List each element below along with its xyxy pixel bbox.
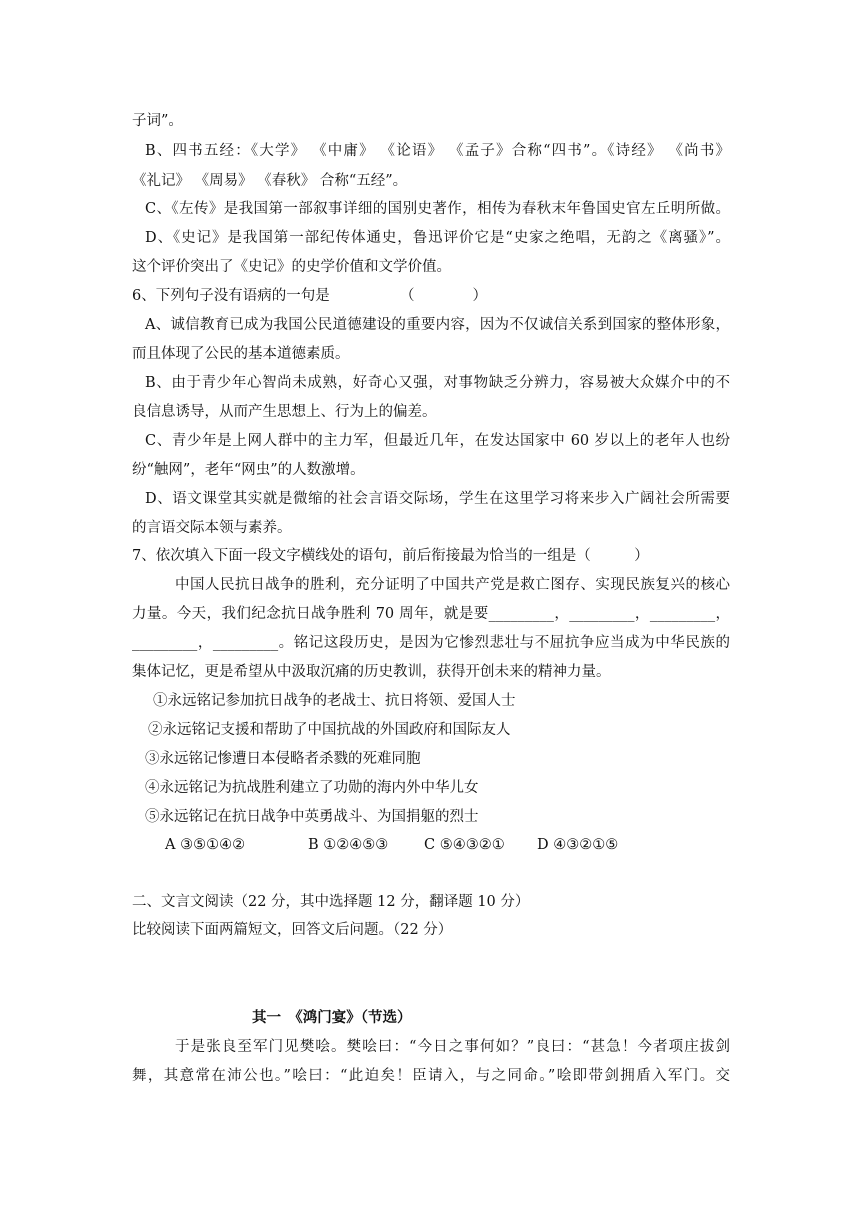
- q7-item-2: ②永远铭记支援和帮助了中国抗战的外国政府和国际友人: [148, 722, 511, 738]
- q7-paragraph-line1: 中国人民抗日战争的胜利，充分证明了中国共产党是救亡图存、实现民族复兴的核心: [175, 577, 730, 593]
- q7-item-1: ①永远铭记参加抗日战争的老战士、抗日将领、爱国人士: [153, 693, 516, 709]
- q7-item-5: ⑤永远铭记在抗日战争中英勇战斗、为国捐躯的烈士: [145, 809, 479, 825]
- q7-paragraph-line2: 力量。今天，我们纪念抗日战争胜利 70 周年，就是要_________，_________，_________，: [132, 606, 730, 622]
- section-2-instruction: 比较阅读下面两篇短文，回答文后问题。（22 分）: [132, 922, 453, 938]
- q5-option-d-line2: 这个评价突出了《史记》的史学价值和文学价值。: [132, 259, 451, 275]
- passage-title: 其一 《鸿门宴》（节选）: [252, 1009, 412, 1026]
- q7-paragraph-line4: 集体记忆，更是希望从中汲取沉痛的历史教训，获得开创未来的精神力量。: [132, 664, 611, 680]
- q6-option-b-line1: B、由于青少年心智尚未成熟，好奇心又强，对事物缺乏分辨力，容易被大众媒介中的不: [145, 375, 730, 391]
- q7-choice-a: A ③⑤①④②: [165, 837, 246, 853]
- q7-paragraph-line3: _________，_________。铭记这段历史，是因为它惨烈悲壮与不屈抗争应当成为中华民族的: [132, 635, 730, 651]
- passage-line2: 舞，其意常在沛公也。”哙曰：“此迫矣！臣请入，与之同命。”哙即带剑拥盾入军门。交: [132, 1068, 730, 1084]
- q7-choice-b: B ①②④⑤③: [308, 837, 389, 853]
- q5-option-b-line2: 《礼记》 《周易》 《春秋》 合称“五经”。: [132, 173, 408, 189]
- q5-option-a-end: 子词”。: [132, 113, 183, 129]
- passage-line1: 于是张良至军门见樊哙。樊哙曰：“今日之事何如？”良曰：“甚急！今者项庄拔剑: [175, 1039, 730, 1055]
- q6-answer-blank: （ ）: [400, 288, 487, 304]
- q5-option-b-line1: B、四书五经：《大学》 《中庸》 《论语》 《孟子》合称“四书”。《诗经》 《尚书》: [145, 143, 730, 159]
- q6-option-a-line1: A、诚信教育已成为我国公民道德建设的重要内容，因为不仅诚信关系到国家的整体形象，: [145, 317, 730, 333]
- q6-option-c-line1: C、青少年是上网人群中的主力军，但最近几年，在发达国家中 60 岁以上的老年人也纷: [145, 433, 730, 449]
- q5-option-c: C、《左传》是我国第一部叙事详细的国别史著作，相传为春秋末年鲁国史官左丘明所做。: [145, 201, 730, 217]
- q7-item-4: ④永远铭记为抗战胜利建立了功勋的海内外中华儿女: [145, 780, 479, 796]
- q6-option-d-line2: 的言语交际本领与素养。: [132, 520, 292, 536]
- q7-stem: 7、依次填入下面一段文字横线处的语句，前后衔接最为恰当的一组是（ ）: [132, 548, 649, 564]
- section-2-heading: 二、文言文阅读（22 分，其中选择题 12 分，翻译题 10 分）: [132, 894, 530, 910]
- q7-choice-d: D ④③②①⑤: [537, 837, 619, 853]
- q6-option-a-line2: 而且体现了公民的基本道德素质。: [132, 346, 350, 362]
- q6-stem: 6、下列句子没有语病的一句是: [132, 288, 330, 304]
- q6-option-c-line2: 纷“触网”，老年“网虫”的人数激增。: [132, 462, 365, 478]
- q7-item-3: ③永远铭记惨遭日本侵略者杀戮的死难同胞: [145, 751, 421, 767]
- q7-choice-c: C ⑤④③②①: [424, 837, 505, 853]
- q5-option-d-line1: D、《史记》是我国第一部纪传体通史，鲁迅评价它是“史家之绝唱，无韵之《离骚》”。: [145, 230, 730, 246]
- q6-option-b-line2: 良信息诱导，从而产生思想上、行为上的偏差。: [132, 404, 437, 420]
- q6-option-d-line1: D、语文课堂其实就是微缩的社会言语交际场，学生在这里学习将来步入广阔社会所需要: [145, 491, 730, 507]
